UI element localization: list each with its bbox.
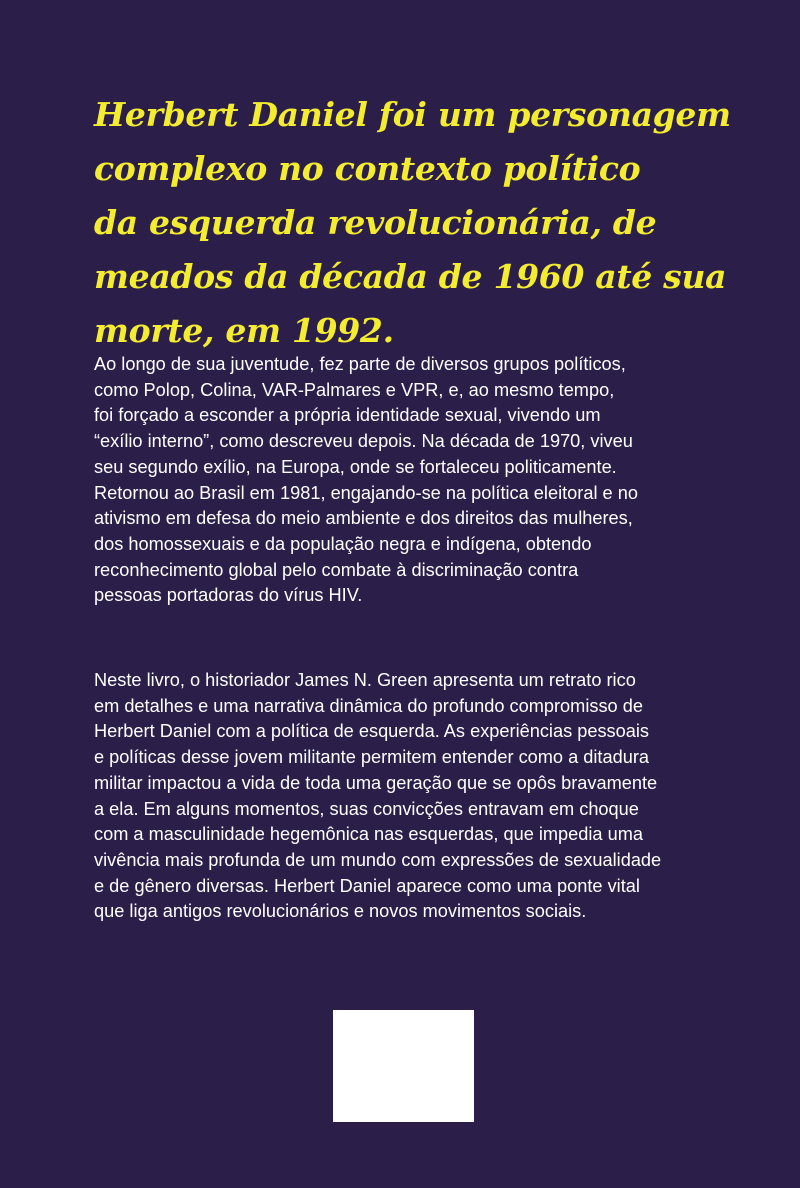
- text-line: e políticas desse jovem militante permitem entender como a ditadura: [94, 747, 649, 768]
- headline-line: Herbert Daniel foi um personagem: [94, 95, 731, 134]
- text-line: como Polop, Colina, VAR-Palmares e VPR, e, ao mesmo tempo,: [94, 379, 615, 400]
- text-line: seu segundo exílio, na Europa, onde se fortaleceu politicamente.: [94, 456, 617, 477]
- text-line: militar impactou a vida de toda uma geração que se opôs bravamente: [94, 772, 658, 793]
- text-line: foi forçado a esconder a própria identidade sexual, vivendo um: [94, 405, 601, 426]
- paragraph-book-summary: [94, 668, 734, 925]
- barcode-placeholder-box: [333, 1010, 474, 1122]
- text-line: dos homossexuais e da população negra e indígena, obtendo: [94, 533, 592, 554]
- headline-line: morte, em 1992.: [94, 311, 394, 350]
- text-line: ativismo em defesa do meio ambiente e dos direitos das mulheres,: [94, 508, 633, 529]
- headline-line: complexo no contexto político: [94, 149, 641, 188]
- text-line: pessoas portadoras do vírus HIV.: [94, 585, 363, 606]
- headline: [94, 88, 754, 358]
- text-line: Herbert Daniel com a política de esquerda. As experiências pessoais: [94, 721, 650, 742]
- text-line: Ao longo de sua juventude, fez parte de diversos grupos políticos,: [94, 354, 626, 374]
- text-line: com a masculinidade hegemônica nas esquerdas, que impedia uma: [94, 824, 643, 845]
- text-line: vivência mais profunda de um mundo com expressões de sexualidade: [94, 849, 662, 870]
- text-line: “exílio interno”, como descreveu depois. Na década de 1970, viveu: [94, 431, 633, 452]
- headline-line: meados da década de 1960 até sua: [94, 257, 727, 296]
- text-line: Neste livro, o historiador James N. Green apresenta um retrato rico: [94, 670, 636, 690]
- paragraph-biography: [94, 352, 734, 609]
- text-line: em detalhes e uma narrativa dinâmica do profundo compromisso de: [94, 695, 643, 716]
- text-line: reconhecimento global pelo combate à discriminação contra: [94, 559, 579, 580]
- text-line: a ela. Em alguns momentos, suas convicções entravam em choque: [94, 798, 639, 819]
- text-line: que liga antigos revolucionários e novos movimentos sociais.: [94, 901, 587, 922]
- text-line: e de gênero diversas. Herbert Daniel aparece como uma ponte vital: [94, 875, 640, 896]
- text-line: Retornou ao Brasil em 1981, engajando-se na política eleitoral e no: [94, 482, 638, 503]
- headline-line: da esquerda revolucionária, de: [94, 203, 657, 242]
